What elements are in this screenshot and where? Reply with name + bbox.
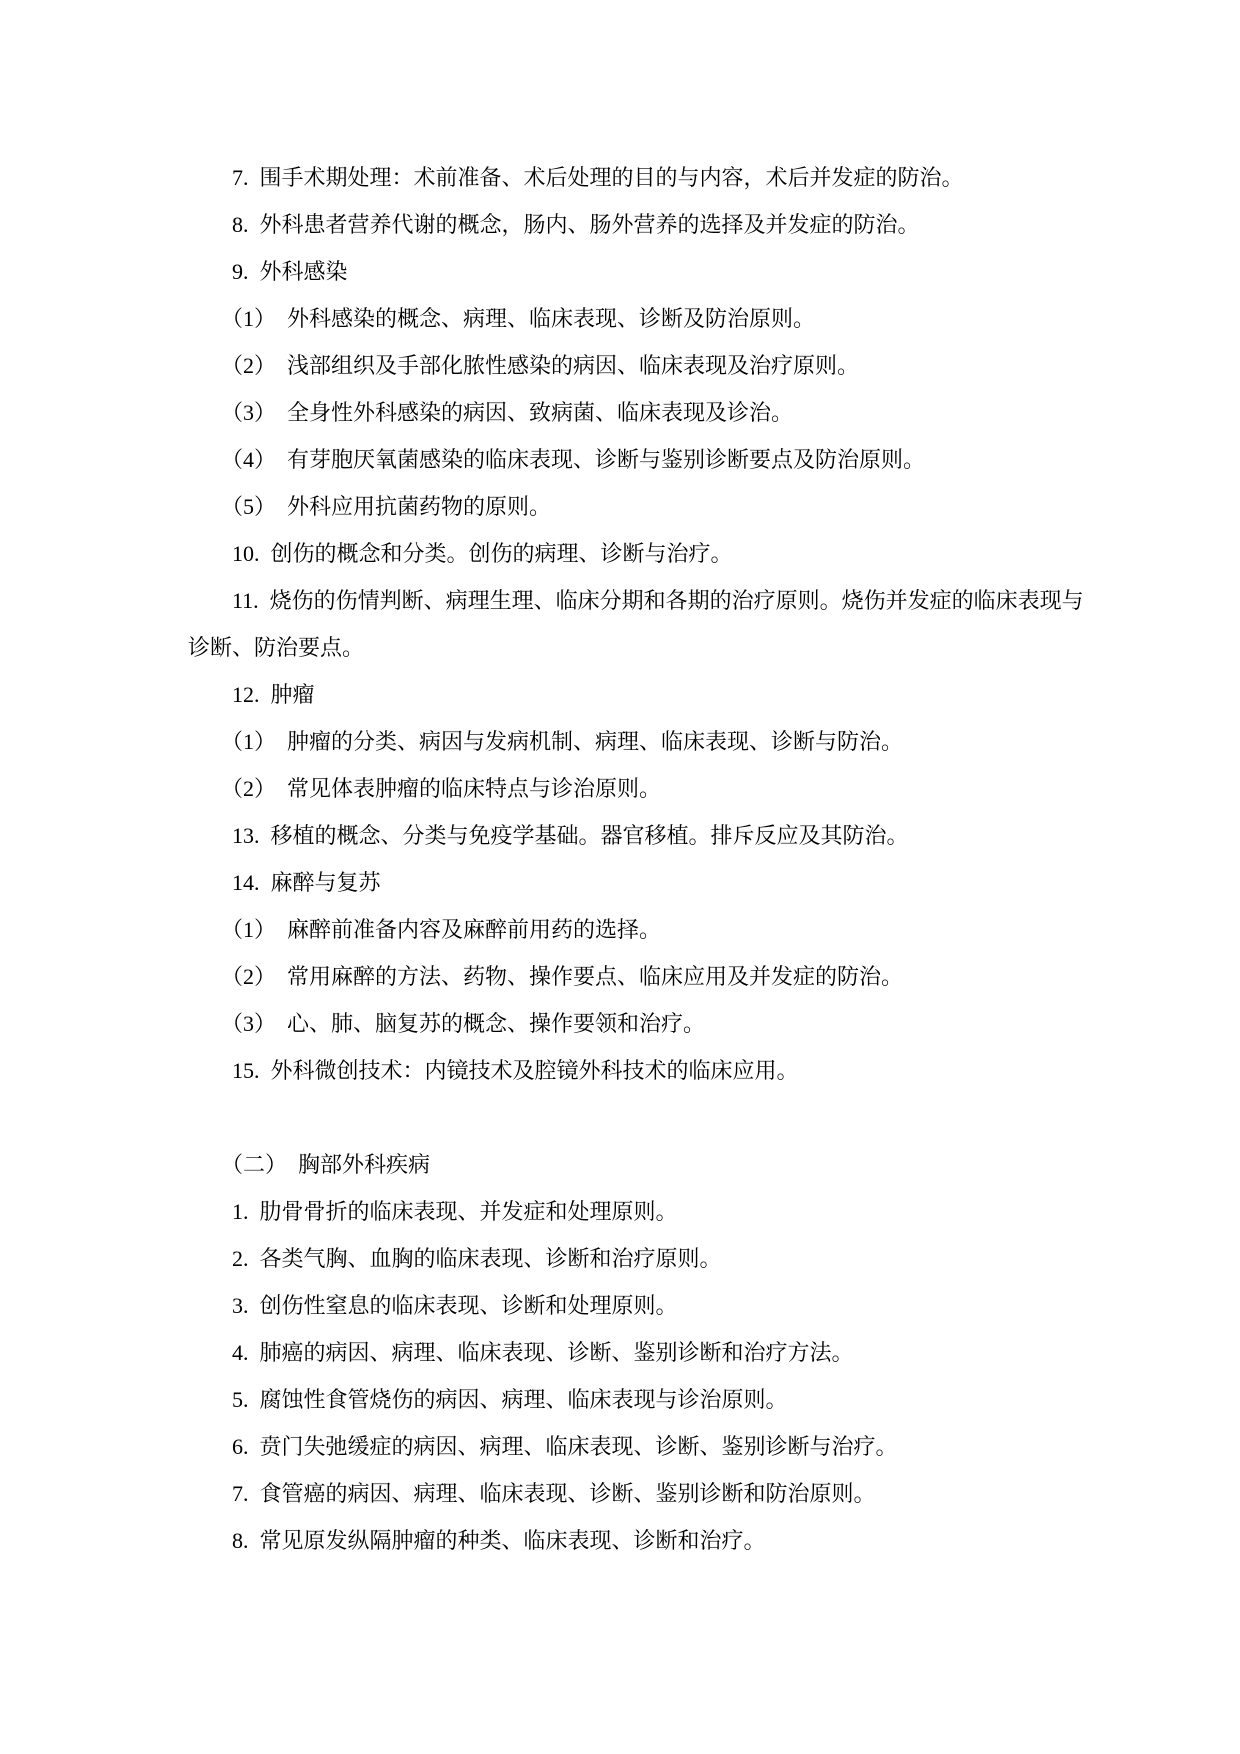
syllabus-item: 3. 创伤性窒息的临床表现、诊断和处理原则。 [232, 1293, 678, 1318]
syllabus-item: 2. 各类气胸、血胸的临床表现、诊断和治疗原则。 [232, 1246, 722, 1271]
syllabus-item: 4. 肺癌的病因、病理、临床表现、诊断、鉴别诊断和治疗方法。 [232, 1340, 854, 1365]
syllabus-subitem: （1） 麻醉前准备内容及麻醉前用药的选择。 [221, 917, 662, 942]
syllabus-subitem: （1） 肿瘤的分类、病因与发病机制、病理、临床表现、诊断与防治。 [221, 729, 904, 754]
syllabus-item: 13. 移植的概念、分类与免疫学基础。器官移植。排斥反应及其防治。 [232, 823, 909, 848]
syllabus-item: 9. 外科感染 [232, 259, 348, 284]
syllabus-subitem: （2） 常用麻醉的方法、药物、操作要点、临床应用及并发症的防治。 [221, 964, 904, 989]
syllabus-item: 12. 肿瘤 [232, 682, 315, 707]
syllabus-item: 11. 烧伤的伤情判断、病理生理、临床分期和各期的治疗原则。烧伤并发症的临床表现与诊断、防治要点。 [188, 588, 1084, 660]
syllabus-item: 14. 麻醉与复苏 [232, 870, 381, 895]
document-body [188, 154, 1100, 1564]
section-heading: （二） 胸部外科疾病 [221, 1152, 431, 1177]
syllabus-item: 8. 常见原发纵隔肿瘤的种类、临床表现、诊断和治疗。 [232, 1528, 766, 1553]
syllabus-subitem: （2） 常见体表肿瘤的临床特点与诊治原则。 [221, 776, 662, 801]
syllabus-subitem: （3） 全身性外科感染的病因、致病菌、临床表现及诊治。 [221, 400, 794, 425]
syllabus-item: 7. 食管癌的病因、病理、临床表现、诊断、鉴别诊断和防治原则。 [232, 1481, 876, 1506]
syllabus-item: 6. 贲门失弛缓症的病因、病理、临床表现、诊断、鉴别诊断与治疗。 [232, 1434, 898, 1459]
syllabus-subitem: （3） 心、肺、脑复苏的概念、操作要领和治疗。 [221, 1011, 706, 1036]
blank-line [188, 1094, 1100, 1141]
syllabus-subitem: （5） 外科应用抗菌药物的原则。 [221, 494, 552, 519]
syllabus-item: 5. 腐蚀性食管烧伤的病因、病理、临床表现与诊治原则。 [232, 1387, 788, 1412]
syllabus-subitem: （1） 外科感染的概念、病理、临床表现、诊断及防治原则。 [221, 306, 816, 331]
syllabus-item: 8. 外科患者营养代谢的概念，肠内、肠外营养的选择及并发症的防治。 [232, 212, 920, 237]
syllabus-item: 15. 外科微创技术：内镜技术及腔镜外科技术的临床应用。 [232, 1058, 799, 1083]
syllabus-item: 10. 创伤的概念和分类。创伤的病理、诊断与治疗。 [232, 541, 733, 566]
syllabus-item: 7. 围手术期处理：术前准备、术后处理的目的与内容，术后并发症的防治。 [232, 165, 964, 190]
document-page [188, 154, 1100, 1564]
syllabus-subitem: （4） 有芽胞厌氧菌感染的临床表现、诊断与鉴别诊断要点及防治原则。 [221, 447, 926, 472]
syllabus-item: 1. 肋骨骨折的临床表现、并发症和处理原则。 [232, 1199, 678, 1224]
syllabus-subitem: （2） 浅部组织及手部化脓性感染的病因、临床表现及治疗原则。 [221, 353, 860, 378]
